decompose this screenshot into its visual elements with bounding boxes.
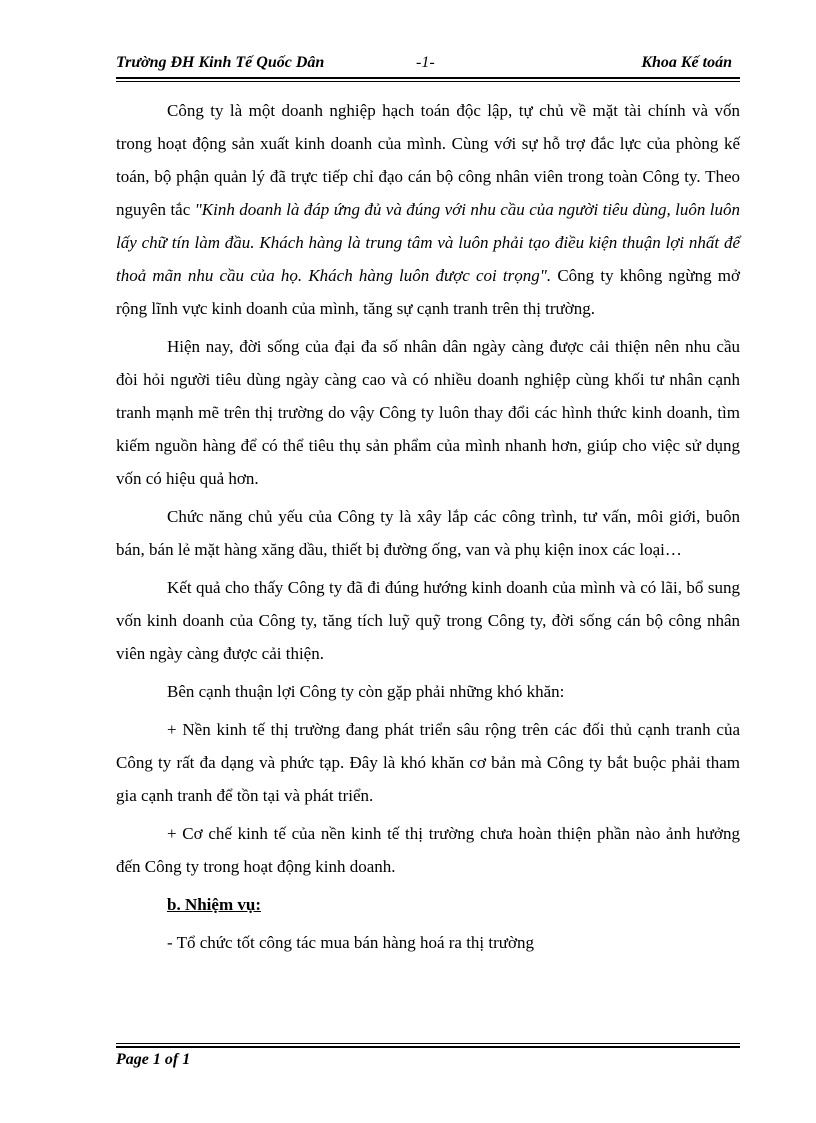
section-heading-text: b. Nhiệm vụ: <box>167 895 261 914</box>
paragraph-7: + Cơ chế kinh tế của nền kinh tế thị trường chưa hoàn thiện phần nào ảnh hưởng đến Công ty trong hoạt động kinh doanh. <box>116 824 740 876</box>
paragraph-8: - Tổ chức tốt công tác mua bán hàng hoá ra thị trường <box>167 933 534 952</box>
header-rule-thick <box>116 77 740 79</box>
footer-rule-thick <box>116 1046 740 1048</box>
page-footer: Page 1 of 1 <box>116 1051 191 1068</box>
document-body <box>116 94 740 964</box>
paragraph-4: Kết quả cho thấy Công ty đã đi đúng hướng kinh doanh của mình và có lãi, bổ sung vốn kinh doanh của Công ty, tăng tích luỹ quỹ trong Công ty, đời sống cán bộ công nhân viên ngày càng được cải thiện. <box>116 578 740 663</box>
header-faculty: Khoa Kế toán <box>641 54 732 71</box>
paragraph-1-end: Công ty không ngừng mở rộng lĩnh vực kinh doanh của mình, tăng sự cạnh tranh trên thị trường. <box>116 266 740 318</box>
paragraph-1-start: Công ty là một doanh nghiệp hạch toán độc lập, tự chủ về mặt tài chính và vốn trong hoạt động sản xuất kinh doanh của mình. Cùng với sự hỗ trợ đắc lực của phòng kế toán, bộ phận quản lý đã trực tiếp chỉ đạo cán bộ công nhân viên trong toàn Công ty. Theo nguyên tắc <box>116 101 740 219</box>
page-header <box>116 52 732 78</box>
paragraph-1-quote: "Kinh doanh là đáp ứng đủ và đúng với nhu cầu của người tiêu dùng, luôn luôn lấy chữ tín làm đầu. Khách hàng là trung tâm và luôn phải tạo điều kiện thuận lợi nhất để thoả mãn nhu cầu của họ. Khách hàng luôn được coi trọng". <box>116 200 741 285</box>
header-school: Trường ĐH Kinh Tế Quốc Dân <box>116 54 325 71</box>
paragraph-5: Bên cạnh thuận lợi Công ty còn gặp phải những khó khăn: <box>167 682 565 701</box>
paragraph-1 <box>116 94 740 325</box>
paragraph-2: Hiện nay, đời sống của đại đa số nhân dân ngày càng được cải thiện nên nhu cầu đòi hỏi người tiêu dùng ngày càng cao và có nhiều doanh nghiệp cùng khối tư nhân cạnh tranh mạnh mẽ trên thị trường do vậy Công ty luôn thay đổi các hình thức kinh doanh, tìm kiếm nguồn hàng để có thể tiêu thụ sản phẩm của mình nhanh hơn, giúp cho việc sử dụng vốn có hiệu quả hơn. <box>116 337 740 488</box>
header-rule-thin <box>116 81 740 82</box>
footer-rule-thin <box>116 1043 740 1044</box>
paragraph-3: Chức năng chủ yếu của Công ty là xây lắp các công trình, tư vấn, môi giới, buôn bán, bán lẻ mặt hàng xăng dầu, thiết bị đường ống, van và phụ kiện inox các loại… <box>116 507 740 559</box>
header-page-number: -1- <box>416 54 435 71</box>
section-heading <box>116 888 740 921</box>
paragraph-6: + Nền kinh tế thị trường đang phát triển sâu rộng trên các đối thủ cạnh tranh của Công ty rất đa dạng và phức tạp. Đây là khó khăn cơ bản mà Công ty bắt buộc phải tham gia cạnh tranh để tồn tại và phát triển. <box>116 720 740 805</box>
